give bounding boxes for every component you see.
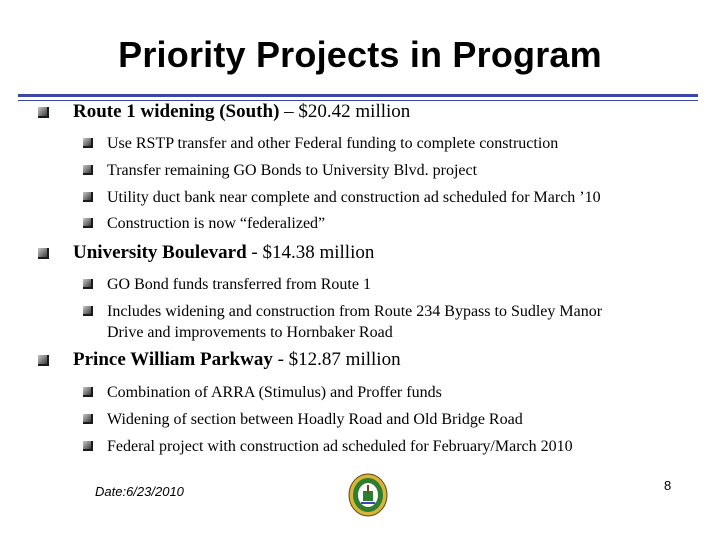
- bullet-icon: [83, 306, 93, 316]
- bullet-icon: [83, 138, 93, 148]
- list-item: Utility duct bank near complete and construction ad scheduled for March ’10: [107, 189, 601, 206]
- list-item: Federal project with construction ad scheduled for February/March 2010: [107, 438, 573, 455]
- section-amount: – $20.42 million: [279, 101, 411, 122]
- bullet-icon: [83, 165, 93, 175]
- section-name: Prince William Parkway: [73, 349, 273, 370]
- list-item: GO Bond funds transferred from Route 1: [107, 276, 371, 293]
- bullet-icon: [83, 218, 93, 228]
- bullet-icon: [83, 414, 93, 424]
- bullet-icon: [83, 387, 93, 397]
- bullet-icon: [38, 107, 49, 118]
- section-amount: - $14.38 million: [246, 242, 375, 263]
- section-route1-heading: [73, 101, 410, 123]
- bullet-icon: [38, 248, 49, 259]
- section-parkway-heading: [73, 349, 401, 371]
- bullet-icon: [83, 192, 93, 202]
- list-item: Construction is now “federalized”: [107, 215, 326, 232]
- page-number: 8: [664, 478, 672, 493]
- section-university-heading: [73, 242, 374, 264]
- section-name: Route 1 widening (South): [73, 101, 280, 122]
- bullet-icon: [38, 355, 49, 366]
- list-item-continuation: Drive and improvements to Hornbaker Road: [107, 324, 393, 341]
- slide-title: Priority Projects in Program: [118, 34, 602, 75]
- list-item: Combination of ARRA (Stimulus) and Proffer funds: [107, 384, 442, 401]
- bullet-icon: [83, 441, 93, 451]
- title-divider-thick: [18, 94, 698, 97]
- section-amount: - $12.87 million: [272, 349, 401, 370]
- list-item: Widening of section between Hoadly Road and Old Bridge Road: [107, 411, 523, 428]
- bullet-icon: [83, 279, 93, 289]
- list-item: Use RSTP transfer and other Federal funding to complete construction: [107, 135, 559, 152]
- list-item: Transfer remaining GO Bonds to University Blvd. project: [107, 162, 478, 179]
- section-name: University Boulevard: [73, 242, 247, 263]
- footer-date: Date:6/23/2010: [95, 484, 184, 499]
- list-item: Includes widening and construction from Route 234 Bypass to Sudley Manor: [107, 303, 603, 320]
- county-seal-icon: [347, 472, 389, 518]
